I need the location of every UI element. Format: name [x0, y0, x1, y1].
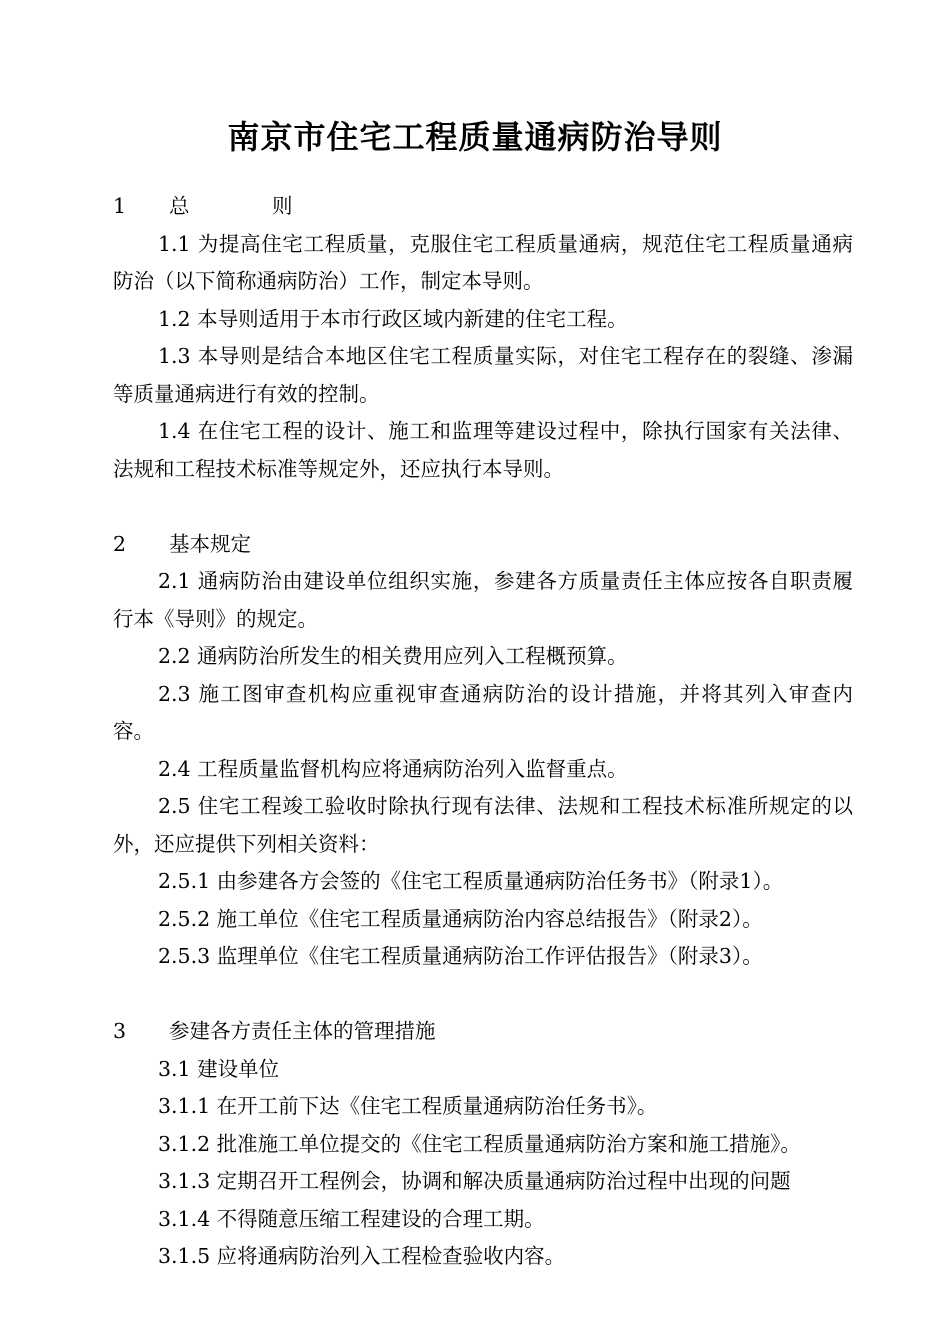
section-heading — [113, 526, 853, 564]
section-number: 3 — [113, 1019, 127, 1043]
section-title: 总 则 — [169, 194, 331, 218]
paragraph: 3.1.1 在开工前下达《住宅工程质量通病防治任务书》。 — [158, 1094, 658, 1118]
paragraph: 2.2 通病防治所发生的相关费用应列入工程概预算。 — [158, 644, 628, 668]
section-gap — [113, 976, 853, 1014]
section-number: 1 — [113, 194, 127, 218]
paragraph: 3.1.3 定期召开工程例会，协调和解决质量通病防治过程中出现的问题 — [158, 1169, 791, 1193]
section-title: 参建各方责任主体的管理措施 — [169, 1019, 436, 1043]
paragraph: 1.3 本导则是结合本地区住宅工程质量实际，对住宅工程存在的裂缝、渗漏等质量通病进行有效的控制。 — [113, 344, 853, 406]
paragraph: 2.3 施工图审查机构应重视审查通病防治的设计措施，并将其列入审查内容。 — [113, 681, 853, 743]
paragraph: 2.5.3 监理单位《住宅工程质量通病防治工作评估报告》（附录3）。 — [158, 944, 763, 968]
paragraph: 3.1 建设单位 — [158, 1056, 280, 1081]
section-number: 2 — [113, 531, 127, 556]
document-title: 南京市住宅工程质量通病防治导则 — [227, 118, 723, 156]
paragraph: 2.5 住宅工程竣工验收时除执行现有法律、法规和工程技术标准所规定的以外，还应提供下列相关资料： — [113, 794, 853, 856]
section-heading — [113, 188, 853, 226]
section-title: 基本规定 — [169, 531, 251, 556]
paragraph: 3.1.2 批准施工单位提交的《住宅工程质量通病防治方案和施工措施》。 — [158, 1131, 801, 1156]
paragraph: 2.5.1 由参建各方会签的《住宅工程质量通病防治任务书》（附录1）。 — [158, 869, 784, 893]
paragraph: 1.1 为提高住宅工程质量，克服住宅工程质量通病，规范住宅工程质量通病防治（以下简称通病防治）工作，制定本导则。 — [113, 231, 853, 293]
paragraph: 3.1.4 不得随意压缩工程建设的合理工期。 — [158, 1206, 545, 1231]
section-gap — [113, 488, 853, 526]
paragraph: 2.1 通病防治由建设单位组织实施，参建各方质量责任主体应按各自职责履行本《导则》的规定。 — [113, 569, 853, 631]
paragraph: 2.4 工程质量监督机构应将通病防治列入监督重点。 — [158, 756, 628, 781]
document-body — [113, 188, 853, 1276]
paragraph: 1.2 本导则适用于本市行政区域内新建的住宅工程。 — [158, 306, 628, 331]
paragraph: 3.1.5 应将通病防治列入工程检查验收内容。 — [158, 1244, 566, 1268]
paragraph: 2.5.2 施工单位《住宅工程质量通病防治内容总结报告》（附录2）。 — [158, 906, 763, 931]
section-heading — [113, 1013, 853, 1051]
paragraph: 1.4 在住宅工程的设计、施工和监理等建设过程中，除执行国家有关法律、法规和工程技术标准等规定外，还应执行本导则。 — [113, 419, 853, 481]
